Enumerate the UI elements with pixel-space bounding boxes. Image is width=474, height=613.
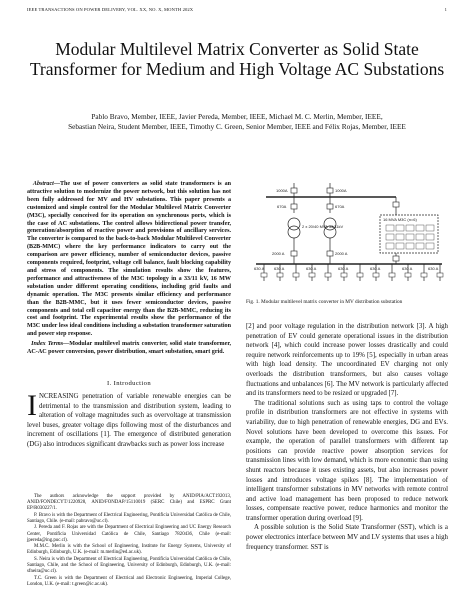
- breaker-label: 2000 A: [335, 251, 348, 256]
- feeder-label: 630 A: [254, 266, 265, 271]
- diagram-svg: [246, 181, 448, 299]
- footnote: M.M.C. Merlin is with the School of Engineering, Institute for Energy Systems, University of Edinburgh, Edinburgh, U.K. (e-mail: m.merlin@ed.ac.uk).: [27, 544, 231, 556]
- breaker-label: 1000A: [335, 188, 347, 193]
- author-line-2: Sebastian Neira, Student Member, IEEE, Timothy C. Green, Senior Member, IEEE and Félix Rojas, Member, IEEE: [68, 122, 406, 131]
- footnote: The authors acknowledge the support provided by ANID/PIA/ACT192013, ANID/FONDECYT/1220928, ANID/FONDAP/15110019 (SERC Chile) and ESPRC Grant EP/R030227/1.: [27, 494, 231, 512]
- author-line-1: Pablo Bravo, Member, IEEE, Javier Pereda, Member, IEEE, Michael M. C. Merlin, Member, IEEE,: [91, 112, 383, 121]
- footnotes: [27, 494, 231, 588]
- footnote: T.C. Green is with the Department of Electrical and Electronic Engineering, Imperial College, London, U.K. (e-mail: t.green@ic.ac.uk).: [27, 575, 231, 587]
- body-paragraph: The traditional solutions such as using taps to control the voltage profile in distribution transformers are not effective in systems with variability, due to high penetration of renewable energies, DG and EVs. Novel solutions have been developed to overcome this issues. For example, the operation of parallel transformers with different tap positions can provide reactive power absorption services for transmission lines with low demand, which is more economic than using shunt reactors because it uses existing assets, but also increases power losses and introduces voltage spikes [8]. The implementation of intelligent transformer substations in MV networks with remote control and active load management has been proposed to reduce network losses, compensate reactive power, reduce harmonics and monitor the transformer operation during overload [9].: [246, 399, 448, 522]
- breaker-label: 670A: [335, 204, 345, 209]
- feeder-label: 630 A: [338, 266, 349, 271]
- index-terms-label: Index Terms: [31, 341, 64, 347]
- feeder-label: 630 A: [402, 266, 413, 271]
- figure-caption: Fig. 1. Modular multilevel matrix converter in MV distribution substation: [246, 299, 403, 305]
- journal-header: IEEE TRANSACTIONS ON POWER DELIVERY, VOL. XX, NO. X, MONTH 202X: [27, 7, 194, 12]
- feeder-label: 630 A: [274, 266, 285, 271]
- paper-title: Modular Multilevel Matrix Converter as Solid State Transformer for Medium and High Voltage AC Substations: [29, 39, 445, 79]
- transformer-label: 2 x 20/40 MVA 33/11kV: [302, 224, 344, 229]
- section-heading: I. Introduction: [106, 380, 152, 387]
- footnote: P. Bravo is with the Department of Electrical Engineering, Pontificia Universidad Católica de Chile, Santiago, Chile. (e-mail: pabravo@uc.cl).: [27, 512, 231, 524]
- breaker-label: 670A: [277, 204, 287, 209]
- feeder-label: 630 A: [370, 266, 381, 271]
- abstract: [27, 181, 231, 339]
- footnote: S. Neira is with the Department of Electrical Engineering, Pontificia Universidad Católica de Chile, Santiago, Chile, and the School of Engineering, University of Edinburgh, Edinburgh, U.K. (e-mail: sfneira@uc.cl).: [27, 556, 231, 575]
- body-paragraph: A possible solution is the Solid State Transformer (SST), which is a power electronics interface between MV and LV systems that uses a high frequency transformer. SST is: [246, 524, 448, 551]
- substation-diagram: [246, 181, 448, 299]
- author-list: [35, 112, 439, 132]
- index-terms: [27, 341, 231, 357]
- breaker-label: 1000A: [276, 188, 288, 193]
- abstract-label: Abstract: [32, 181, 54, 187]
- drop-cap: I: [27, 389, 37, 422]
- intro-paragraph: [27, 389, 231, 450]
- footnote: J. Pereda and F. Rojas are with the Department of Electrical Engineering and UC Energy Research Center, Pontificia Universidad Católica de Chile, Santiago 7820436, Chile (e-mail: jpereda@ing.puc.cl).: [27, 525, 231, 543]
- feeder-label: 630 A: [306, 266, 317, 271]
- right-column-body: [246, 322, 448, 552]
- abstract-text: —The use of power converters as solid state transformers is an attractive solution to modernize the power network, but this solution has not been fully addressed for MV and HV substations. This paper presents a customized and simple control for the Modular Multilevel Matrix Converter (M3C), specially conceived for its operation on synchronous ports, which is the case of AC substations. The control allows bidirectional power transfer, generation/absorption of reactive power and provisions of ancillary services. The converter is compared to the back-to-back Modular Multilevel Converter (B2B-MMC) where the key performance indicators to carry out the comparison are power efficiency, number of semiconductor devices, passive components required, footprint, voltage cell balance, fault blocking capability and stress of components. The simulation results show the features, performance and attractiveness of the M3C topology in a 33/11 kV, 16 MW substation under different operating conditions, including grid faults and dynamic operation. The M3C presents similar efficiency and performance than the B2B-MMC, but it uses fewer semiconductor devices, passive components and total cell capacitor energy than the B2B-MMC, reducing its cost and footprint. The experimental results show the performance of the M3C under less ideal conditions including a substation transformer saturation and power step response.: [27, 181, 232, 338]
- page-number: 1: [444, 7, 447, 12]
- intro-text: NCREASING penetration of variable renewable energies can be detrimental to the transmission and distribution system, leading to alteration of voltage magnitudes such as overvoltage at transmission level buses, greater voltage dips following most of the disturbances and increment of oscillations [1]. The emergence of distributed generation (DG) also introduces significant drawbacks such as power loss increase: [27, 393, 231, 448]
- feeder-label: 630 A: [428, 266, 439, 271]
- running-header: [27, 7, 447, 17]
- breaker-label: 2000 A: [272, 251, 285, 256]
- body-paragraph: [2] and poor voltage regulation in the distribution network [3]. A high penetration of EV could generate operational issues in the distribution network [4], which could increase power losses drastically and could require network reinforcements up to 19% [5], especially in urban areas with high load density. The uncoordinated EV charging not only overloads the distribution transformers, but also causes voltage fluctuations and unbalances [6]. The MV network is particularly affected and its transformers need to be resized or upgraded [7].: [246, 323, 448, 398]
- index-terms-text: —Modular multilevel matrix converter, solid state transformer, AC-AC power conversion, power distribution, smart substation, smart grid.: [27, 341, 231, 355]
- mmc-label: 16 MVA M3C (n=6): [383, 217, 417, 222]
